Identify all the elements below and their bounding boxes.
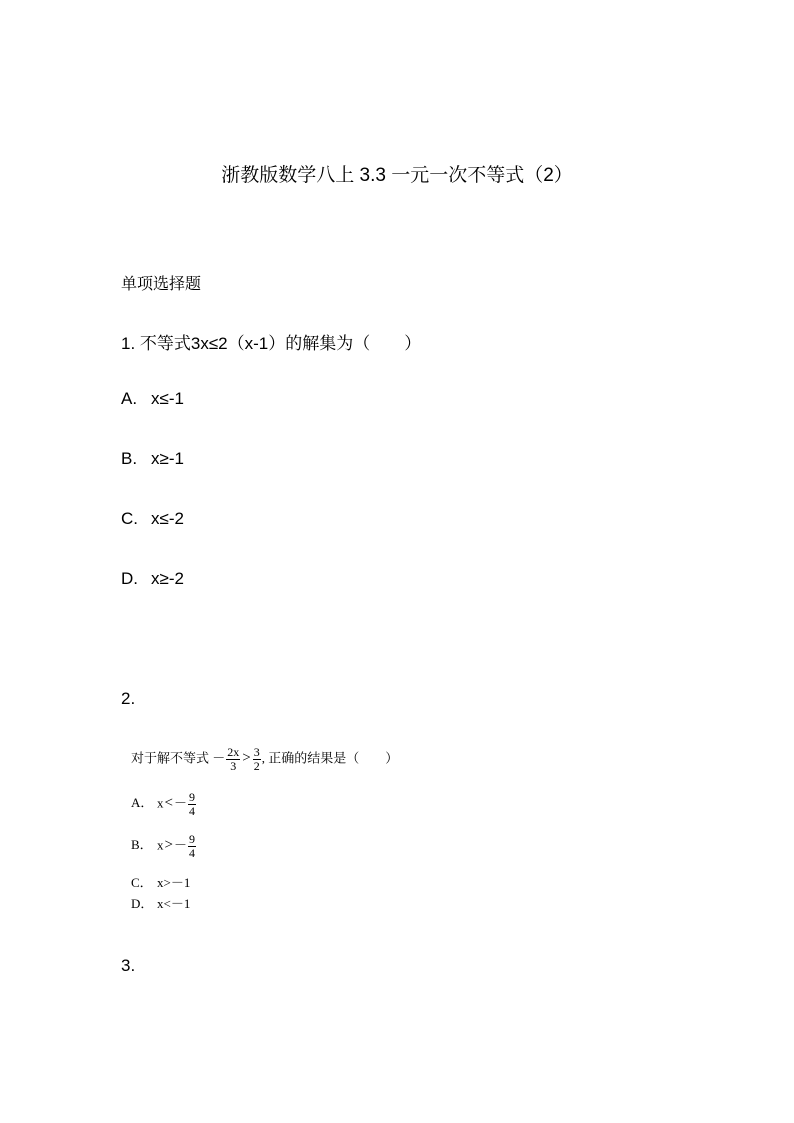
frac-numerator: 9	[188, 832, 195, 846]
option-text: x≥-2	[151, 569, 184, 588]
stem-prefix: 对于解不等式	[131, 750, 210, 766]
question-1-option-d	[121, 569, 184, 589]
frac-denominator: 4	[188, 846, 195, 860]
relation-sign: >	[164, 837, 173, 854]
option-letter: C.	[121, 509, 138, 528]
question-1-stem: 1. 不等式3x≤2（x-1）的解集为（ ）	[121, 334, 422, 353]
option-text: x<－1	[157, 896, 191, 911]
frac-denominator: 2	[253, 759, 260, 773]
option-text: x>－1	[157, 875, 191, 890]
frac-numerator: 2x	[227, 745, 240, 759]
document-title: 浙教版数学八上 3.3 一元一次不等式（2）	[221, 165, 573, 186]
question-2-option-d	[131, 893, 190, 912]
question-3-number: 3.	[121, 956, 136, 975]
fraction-2x-over-3	[226, 746, 240, 773]
relation-sign: >	[242, 750, 251, 767]
option-text: x≥-1	[151, 449, 184, 468]
section-heading: 单项选择题	[121, 276, 202, 293]
option-letter: B.	[121, 449, 138, 468]
option-letter: D.	[121, 569, 138, 588]
option-var: x	[157, 795, 164, 811]
frac-numerator: 3	[253, 745, 260, 759]
question-1-option-c	[121, 509, 184, 529]
question-1-option-b	[121, 449, 184, 469]
option-letter: C．	[131, 875, 153, 890]
question-2-stem	[131, 746, 398, 773]
option-text: x≤-2	[151, 509, 184, 528]
option-var: x	[157, 837, 164, 853]
option-letter: A．	[131, 795, 154, 811]
question-2-number: 2.	[121, 689, 136, 708]
fraction-9-over-4	[188, 791, 196, 818]
neg-sign: －	[212, 750, 226, 766]
neg-sign: －	[173, 837, 187, 853]
option-letter: B．	[131, 837, 153, 853]
question-1-option-a	[121, 389, 184, 409]
option-text: x≤-1	[151, 389, 184, 408]
neg-sign: －	[173, 795, 187, 811]
fraction-3-over-2	[253, 746, 261, 773]
question-2-option-b	[131, 833, 197, 860]
question-2-option-c	[131, 872, 190, 891]
fraction-9-over-4	[188, 833, 196, 860]
frac-denominator: 4	[188, 804, 195, 818]
stem-suffix: , 正确的结果是（ ）	[261, 750, 399, 766]
option-letter: D．	[131, 896, 154, 911]
frac-numerator: 9	[188, 790, 195, 804]
question-2-option-a	[131, 791, 197, 818]
frac-denominator: 3	[230, 759, 237, 773]
option-letter: A.	[121, 389, 138, 408]
relation-sign: <	[164, 795, 173, 812]
